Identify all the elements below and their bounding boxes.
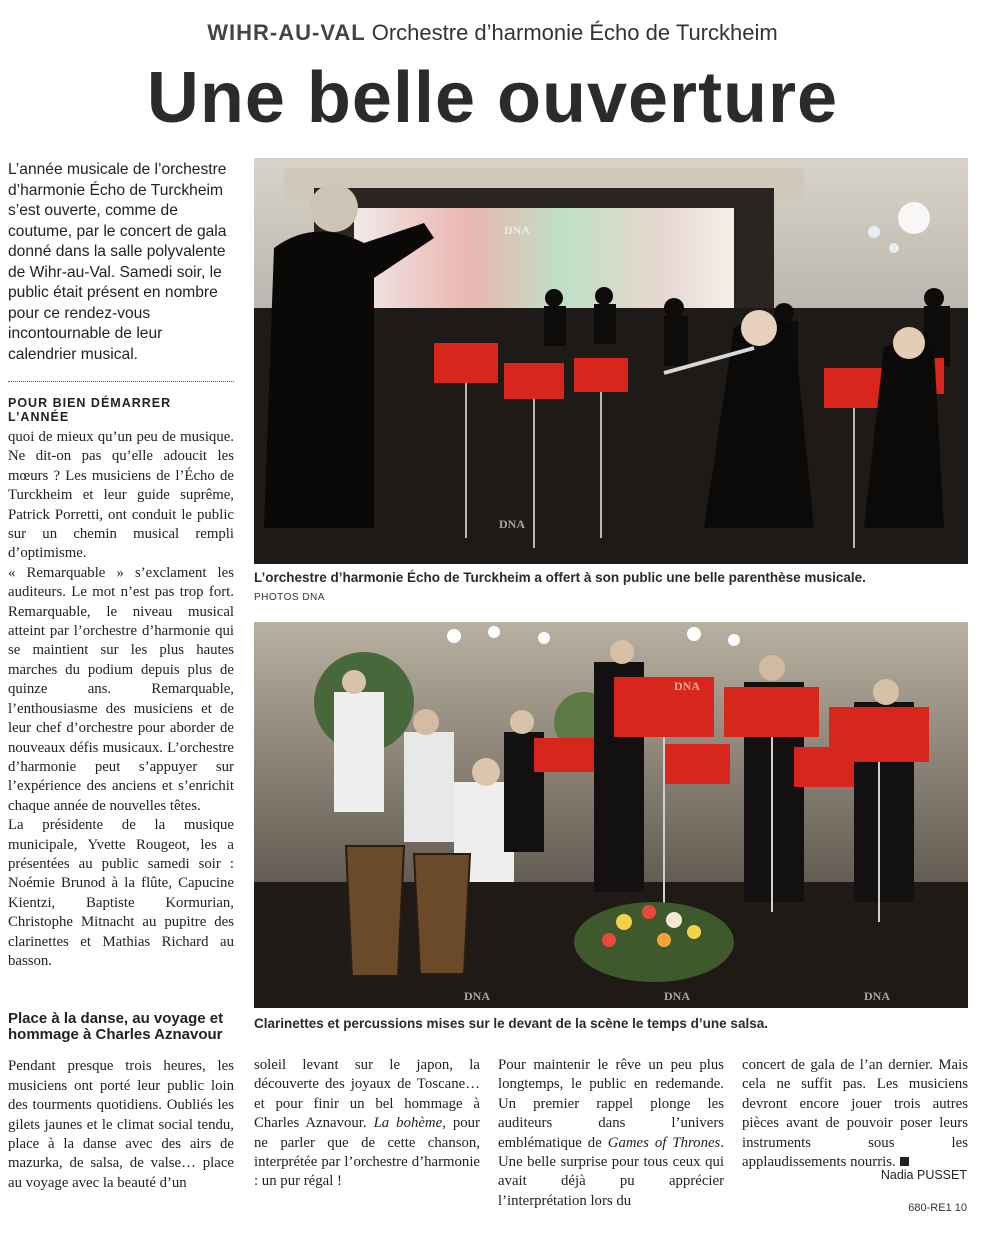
body-text: . Une belle surprise pour tous ceux qui avait déjà pu apprécier l’interprétation lors du [498, 1134, 725, 1209]
watermark: DNA [464, 989, 490, 1003]
left-column [8, 160, 234, 1193]
watermark: DNA [864, 989, 890, 1003]
body-column [742, 1056, 968, 1172]
photo-caption: L’orchestre d’harmonie Écho de Turckheim a offert à son public une belle parenthèse musicale. [254, 570, 866, 585]
body-paragraph: quoi de mieux qu’un peu de musique. Ne dit-on pas qu’elle adoucit les mœurs ? Les musiciens de l’Écho de Turckheim et leur guide suprême, Patrick Porretti, ont conduit le public sur un chemin musical rempli d’optimisme. [8, 429, 234, 562]
end-mark-icon [900, 1157, 909, 1166]
body-paragraph: La présidente de la musique municipale, Yvette Rougeot, les a présentées au public samedi soir : Noémie Brunod à la flûte, Capucine Kientzi, Baptiste Kormurian, Christophe Mitnacht au pupitre des clarinettes et Mathias Richard au basson. [8, 817, 234, 969]
location-label: WIHR-AU-VAL [207, 20, 366, 45]
watermark: DNA [674, 679, 700, 693]
watermark: DNA [504, 223, 530, 237]
watermark: DNA [664, 989, 690, 1003]
section-subhead: POUR BIEN DÉMARRER L’ANNÉE [8, 396, 172, 424]
series-title: Games of Thrones [607, 1134, 721, 1151]
song-title: La bohème [373, 1115, 443, 1132]
salsa-photo-image [254, 622, 968, 1008]
body-text: Pour maintenir le rêve un peu plus longtemps, le public en redemande. Un premier rappel plonge les auditeurs dans l’univers emblématique de [498, 1057, 724, 1151]
dotted-separator [8, 381, 234, 382]
kicker-text: Orchestre d’harmonie Écho de Turckheim [371, 20, 778, 45]
body-column [498, 1056, 724, 1211]
photo-credit: PHOTOS DNA [254, 592, 325, 603]
lead-paragraph: L’année musicale de l’orchestre d’harmonie Écho de Turckheim s’est ouverte, comme de coutume, par le concert de gala donné dans la salle polyvalente de Wihr-au-Val. Samedi soir, le public était présent en nombre pour ce rendez-vous incontournable de leur calendrier musical. [8, 161, 227, 363]
body-text: concert de gala de l’an dernier. Mais cela ne suffit pas. Les musiciens devront encore jouer trois autres pièces avant de pouvoir poser leurs instruments sous les applaudissements nourris. [742, 1057, 968, 1171]
salsa-photo [254, 622, 968, 1008]
headline: Une belle ouverture [146, 58, 839, 138]
page-folio: 680-RE1 10 [908, 1202, 967, 1214]
watermark: DNA [499, 517, 525, 531]
body-text: , pour ne parler que de cette chanson, interprétée par l’orchestre d’harmonie : un pur régal ! [254, 1115, 480, 1190]
body-column [254, 1056, 480, 1192]
orchestra-photo-image [254, 158, 968, 564]
author-signature: Nadia PUSSET [880, 1168, 967, 1182]
kicker-line [0, 20, 985, 46]
body-paragraph: Pendant presque trois heures, les musiciens ont porté leur public loin des tourments quotidiens. Oubliés les gilets jaunes et le climat social tendu, place à la danse avec des airs de mazurka, de salsa, de valse… place au voyage avec la beauté d’un [8, 1058, 234, 1191]
orchestra-photo [254, 158, 968, 564]
section-subhead: Place à la danse, au voyage et hommage à Charles Aznavour [8, 1010, 224, 1044]
body-text: soleil levant sur le japon, la découverte des joyaux de Toscane… et pour finir un bel hommage à Charles Aznavour. [254, 1057, 480, 1132]
body-paragraph: « Remarquable » s’exclament les auditeurs. Le mot n’est pas trop fort. Remarquable, le niveau musical atteint par l’orchestre d’harmonie qui se maintient sur les plus hautes marches du podium depuis plus de quinze ans. Remarquable, l’enthousiasme des musiciens et de leur chef d’orchestre pour aborder de nouveaux défis musicaux. L’orchestre d’harmonie peut s’appuyer sur l’expérience des anciens et s’enrichit chaque année de nouvelles têtes. [8, 564, 234, 814]
photo-caption: Clarinettes et percussions mises sur le devant de la scène le temps d’une salsa. [254, 1016, 768, 1031]
